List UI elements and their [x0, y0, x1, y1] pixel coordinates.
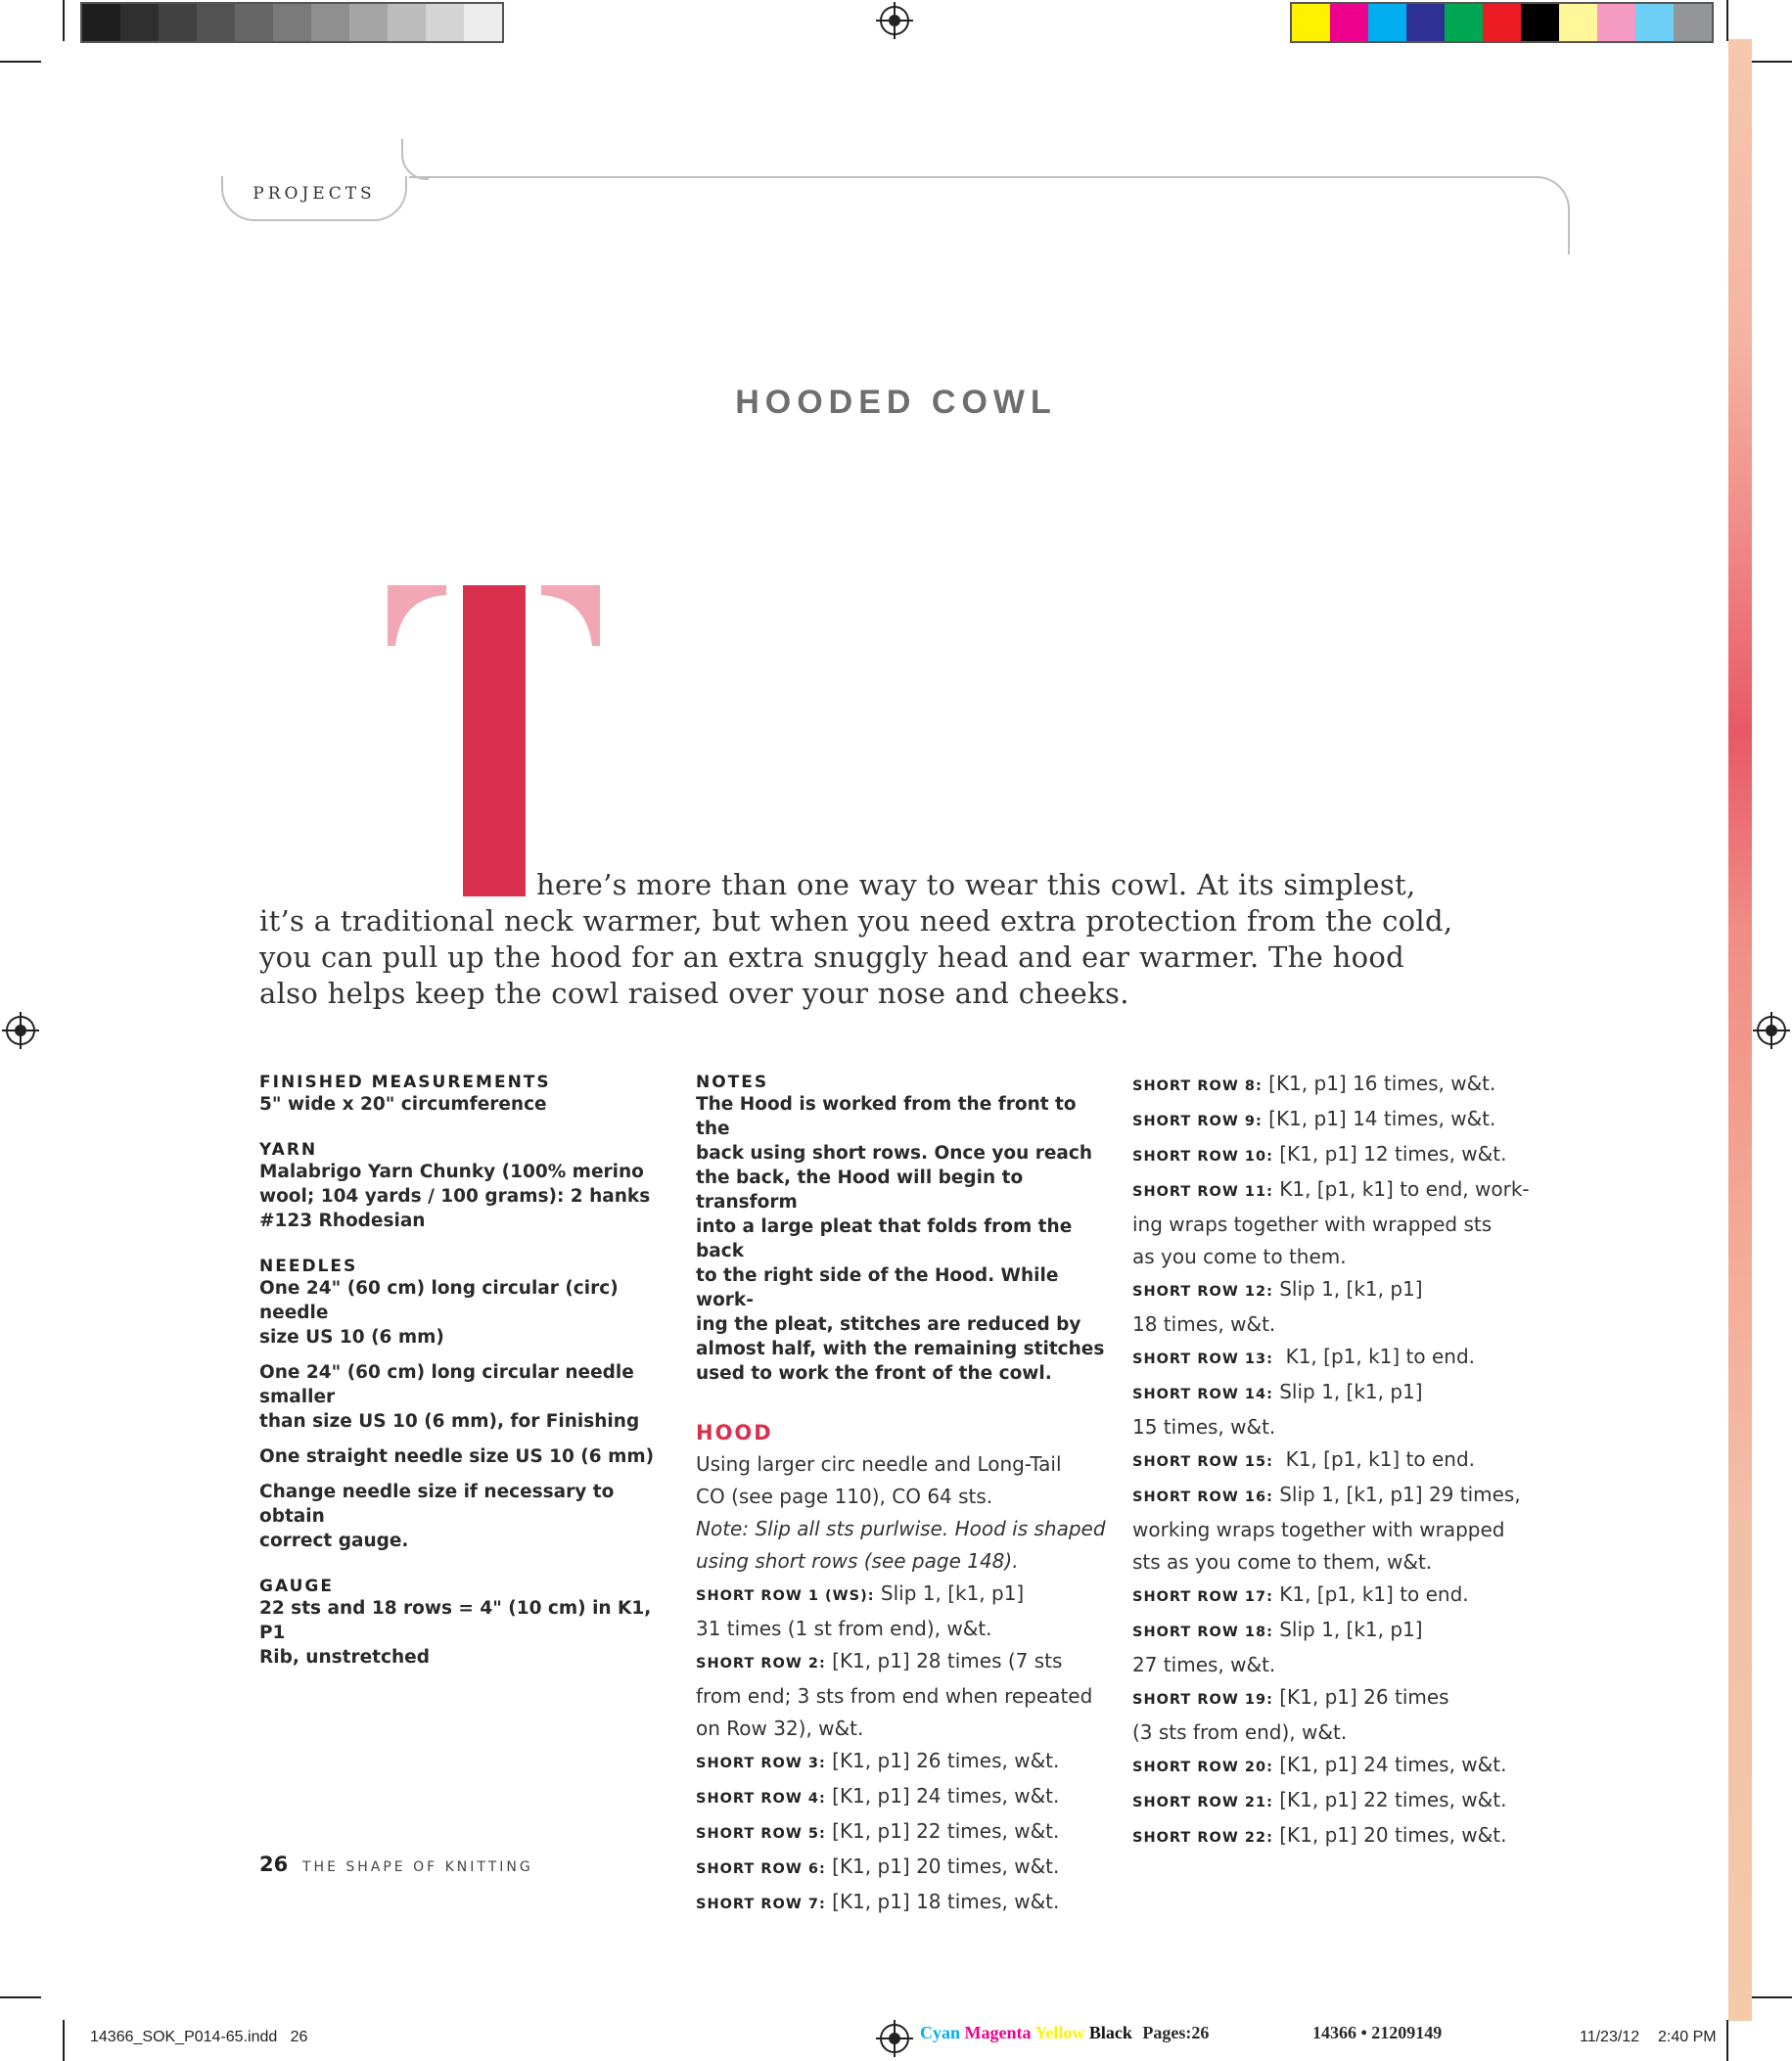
gauge-line: 22 sts and 18 rows = 4" (10 cm) in K1, P1	[259, 1598, 652, 1643]
instruction-text: K1, [p1, k1] to end.	[1279, 1582, 1469, 1606]
instruction-line	[696, 1680, 1107, 1713]
instruction-text: Slip 1, [k1, p1] 29 times,	[1279, 1483, 1521, 1506]
short-row-line	[1132, 1819, 1543, 1855]
slug-filename: 14366_SOK_P014-65.indd 26	[90, 2029, 308, 2045]
instruction-text: [K1, p1] 26 times	[1279, 1685, 1449, 1709]
short-row-label: SHORT ROW 4:	[696, 1791, 826, 1807]
short-row-line	[1132, 1068, 1543, 1103]
grayscale-swatch	[426, 4, 464, 41]
instructions-column	[1132, 1068, 1543, 1855]
grayscale-swatch	[82, 4, 120, 41]
instruction-text: ing wraps together with wrapped sts	[1132, 1213, 1493, 1236]
needle-line: One straight needle size US 10 (6 mm)	[259, 1446, 655, 1467]
instruction-text: [K1, p1] 18 times, w&t.	[832, 1890, 1060, 1913]
plate-yellow: Yellow	[1034, 2023, 1085, 2042]
short-row-label: SHORT ROW 2:	[696, 1656, 826, 1672]
color-bar	[1290, 2, 1714, 43]
short-row-label: SHORT ROW 22:	[1132, 1830, 1273, 1846]
short-row-line	[696, 1645, 1107, 1680]
short-row-label: SHORT ROW 6:	[696, 1861, 826, 1877]
instruction-text: from end; 3 sts from end when repeated	[696, 1684, 1093, 1708]
crop-mark	[1751, 61, 1792, 63]
instruction-text: K1, [p1, k1] to end.	[1279, 1447, 1476, 1471]
short-row-label: SHORT ROW 15:	[1132, 1454, 1273, 1470]
notes-line: back using short rows. Once you reach	[696, 1143, 1093, 1164]
intro-line: also helps keep the cowl raised over your nose and cheeks.	[259, 977, 1129, 1010]
color-swatch	[1674, 4, 1712, 41]
registration-mark-icon	[6, 1016, 35, 1045]
short-row-label: SHORT ROW 10:	[1132, 1149, 1273, 1165]
needle-line: correct gauge.	[259, 1531, 409, 1551]
short-row-line	[696, 1578, 1107, 1613]
grayscale-swatch	[159, 4, 197, 41]
instruction-line	[696, 1448, 1107, 1481]
instruction-text: [K1, p1] 22 times, w&t.	[1279, 1788, 1507, 1811]
color-swatch	[1368, 4, 1406, 41]
needle-line: One 24" (60 cm) long circular (circ) needle	[259, 1278, 619, 1323]
grayscale-swatch	[349, 4, 388, 41]
drop-cap-serif-right	[541, 585, 600, 646]
instruction-text: Slip 1, [k1, p1]	[880, 1581, 1025, 1605]
instruction-text: Note: Slip all sts purlwise. Hood is shaped	[696, 1517, 1106, 1540]
instruction-line	[696, 1613, 1107, 1645]
gauge-line: Rib, unstretched	[259, 1647, 430, 1668]
page-title: HOODED COWL	[735, 384, 1057, 421]
plate-black: Black	[1088, 2023, 1132, 2042]
section-heading: GAUGE	[259, 1577, 334, 1596]
intro-line: you can pull up the hood for an extra snuggly head and ear warmer. The hood	[259, 940, 1404, 974]
slug-date: 11/23/12	[1580, 2029, 1640, 2045]
color-swatch	[1292, 4, 1330, 41]
slug-pages: Pages:26	[1142, 2023, 1210, 2042]
color-swatch	[1406, 4, 1445, 41]
registration-mark-icon	[880, 2024, 909, 2053]
section-heading: YARN	[259, 1140, 318, 1160]
short-row-label: SHORT ROW 17:	[1132, 1589, 1273, 1605]
notes-line: to the right side of the Hood. While work-	[696, 1265, 1059, 1310]
slug-time: 2:40 PM	[1658, 2029, 1717, 2045]
short-row-line	[696, 1780, 1107, 1815]
color-swatch	[1483, 4, 1521, 41]
intro-line: it’s a traditional neck warmer, but when you need extra protection from the cold,	[259, 904, 1453, 938]
crop-mark	[1726, 0, 1728, 41]
notes-line: ing the pleat, stitches are reduced by	[696, 1314, 1081, 1335]
instruction-text: 15 times, w&t.	[1132, 1415, 1276, 1439]
crop-mark	[0, 1996, 41, 1998]
short-row-label: SHORT ROW 1 (WS):	[696, 1588, 875, 1604]
instruction-line	[1132, 1209, 1543, 1241]
instruction-line	[1132, 1241, 1543, 1273]
notes-column	[696, 1073, 1107, 1921]
instruction-line	[1132, 1649, 1543, 1681]
instruction-text: [K1, p1] 12 times, w&t.	[1279, 1142, 1507, 1166]
needle-line: One 24" (60 cm) long circular needle smaller	[259, 1362, 634, 1407]
instruction-text: [K1, p1] 14 times, w&t.	[1268, 1107, 1496, 1130]
notes-line: almost half, with the remaining stitches	[696, 1339, 1105, 1359]
instruction-text: Using larger circ needle and Long-Tail	[696, 1452, 1062, 1476]
grayscale-swatch	[120, 4, 159, 41]
hood-heading: HOOD	[696, 1421, 773, 1444]
color-swatch	[1330, 4, 1368, 41]
grayscale-swatch	[197, 4, 235, 41]
crop-mark	[0, 61, 41, 63]
short-row-line	[1132, 1273, 1543, 1308]
color-swatch	[1445, 4, 1483, 41]
instruction-text: [K1, p1] 16 times, w&t.	[1268, 1072, 1496, 1095]
instruction-text: (3 sts from end), w&t.	[1132, 1720, 1348, 1744]
notes-line: into a large pleat that folds from the back	[696, 1216, 1073, 1261]
materials-column	[259, 1073, 670, 1670]
needle-line: Change needle size if necessary to obtain	[259, 1482, 615, 1527]
instruction-line	[1132, 1546, 1543, 1579]
slug-job-number: 14366 • 21209149	[1312, 2023, 1443, 2042]
instruction-text: sts as you come to them, w&t.	[1132, 1550, 1433, 1574]
needle-line: than size US 10 (6 mm), for Finishing	[259, 1411, 640, 1432]
instruction-text: 31 times (1 st from end), w&t.	[696, 1617, 992, 1640]
yarn-line: wool; 104 yards / 100 grams): 2 hanks	[259, 1186, 651, 1207]
short-row-label: SHORT ROW 21:	[1132, 1795, 1273, 1810]
short-row-line	[1132, 1443, 1543, 1479]
grayscale-bar	[80, 2, 504, 43]
color-swatch	[1597, 4, 1635, 41]
short-row-label: SHORT ROW 11:	[1132, 1184, 1273, 1200]
notes-line: The Hood is worked from the front to the	[696, 1094, 1077, 1139]
short-row-label: SHORT ROW 8:	[1132, 1078, 1263, 1094]
instruction-text: 18 times, w&t.	[1132, 1312, 1276, 1336]
bleed-image-edge	[1728, 39, 1752, 2021]
short-row-label: SHORT ROW 19:	[1132, 1692, 1273, 1708]
registration-mark-icon	[1757, 1016, 1786, 1045]
grayscale-swatch	[235, 4, 273, 41]
instruction-line	[1132, 1514, 1543, 1546]
instruction-line	[696, 1513, 1107, 1545]
grayscale-swatch	[273, 4, 311, 41]
needle-line: size US 10 (6 mm)	[259, 1327, 444, 1348]
short-row-line	[1132, 1103, 1543, 1138]
instruction-text: [K1, p1] 24 times, w&t.	[832, 1784, 1060, 1808]
instruction-text: [K1, p1] 28 times (7 sts	[832, 1649, 1063, 1672]
grayscale-swatch	[388, 4, 426, 41]
color-swatch	[1635, 4, 1674, 41]
short-row-line	[1132, 1681, 1543, 1717]
crop-mark	[1751, 1996, 1792, 1998]
color-swatch	[1521, 4, 1559, 41]
running-footer: THE SHAPE OF KNITTING	[302, 1859, 533, 1875]
section-heading: NOTES	[696, 1073, 769, 1092]
instruction-line	[1132, 1411, 1543, 1443]
short-row-label: SHORT ROW 14:	[1132, 1387, 1273, 1402]
color-swatch	[1559, 4, 1597, 41]
notes-line: the back, the Hood will begin to transform	[696, 1168, 1024, 1213]
instruction-text: [K1, p1] 24 times, w&t.	[1279, 1753, 1507, 1776]
short-row-label: SHORT ROW 9:	[1132, 1114, 1263, 1129]
slug-plates	[920, 2023, 1209, 2043]
instruction-text: Slip 1, [k1, p1]	[1279, 1277, 1423, 1301]
short-row-line	[1132, 1138, 1543, 1173]
instruction-line	[696, 1481, 1107, 1513]
short-row-label: SHORT ROW 5:	[696, 1826, 826, 1842]
measurement-text: 5" wide x 20" circumference	[259, 1094, 547, 1115]
drop-cap-letter	[463, 585, 526, 896]
instruction-text: [K1, p1] 20 times, w&t.	[1279, 1823, 1507, 1847]
grayscale-swatch	[311, 4, 349, 41]
grayscale-swatch	[464, 4, 502, 41]
instruction-text: [K1, p1] 20 times, w&t.	[832, 1855, 1060, 1878]
instruction-text: working wraps together with wrapped	[1132, 1518, 1505, 1541]
instruction-text: using short rows (see page 148).	[696, 1549, 1019, 1573]
short-row-line	[1132, 1749, 1543, 1784]
short-row-line	[1132, 1173, 1543, 1209]
instruction-text: on Row 32), w&t.	[696, 1717, 864, 1740]
short-row-line	[1132, 1579, 1543, 1614]
page-number: 26	[259, 1853, 289, 1876]
instruction-line	[696, 1545, 1107, 1578]
crop-mark	[1726, 2020, 1728, 2061]
short-row-label: SHORT ROW 20:	[1132, 1760, 1273, 1775]
section-rule	[409, 176, 1570, 254]
instruction-text: [K1, p1] 26 times, w&t.	[832, 1749, 1060, 1772]
short-row-line	[1132, 1479, 1543, 1514]
short-row-line	[1132, 1341, 1543, 1376]
short-row-line	[696, 1745, 1107, 1780]
short-row-label: SHORT ROW 16:	[1132, 1489, 1273, 1505]
short-row-label: SHORT ROW 18:	[1132, 1625, 1273, 1640]
registration-mark-icon	[880, 6, 909, 35]
short-row-line	[696, 1886, 1107, 1921]
intro-line: here’s more than one way to wear this cowl. At its simplest,	[536, 868, 1416, 901]
instruction-text: [K1, p1] 22 times, w&t.	[832, 1819, 1060, 1843]
instruction-text: as you come to them.	[1132, 1245, 1347, 1268]
instruction-line	[1132, 1308, 1543, 1341]
short-row-line	[1132, 1784, 1543, 1819]
section-heading: NEEDLES	[259, 1257, 358, 1276]
yarn-line: #123 Rhodesian	[259, 1211, 426, 1231]
short-row-label: SHORT ROW 13:	[1132, 1351, 1273, 1367]
short-row-label: SHORT ROW 3:	[696, 1756, 826, 1771]
instruction-text: K1, [p1, k1] to end, work-	[1279, 1177, 1530, 1201]
section-heading: FINISHED MEASUREMENTS	[259, 1073, 551, 1092]
short-row-label: SHORT ROW 12:	[1132, 1284, 1273, 1300]
instruction-text: K1, [p1, k1] to end.	[1279, 1345, 1476, 1368]
notes-line: used to work the front of the cowl.	[696, 1363, 1052, 1384]
short-row-line	[696, 1851, 1107, 1886]
plate-magenta: Magenta	[964, 2023, 1032, 2042]
crop-mark	[63, 2020, 65, 2061]
crop-mark	[63, 0, 65, 41]
yarn-line: Malabrigo Yarn Chunky (100% merino	[259, 1162, 644, 1182]
instruction-line	[696, 1713, 1107, 1745]
short-row-line	[1132, 1376, 1543, 1411]
instruction-text: CO (see page 110), CO 64 sts.	[696, 1485, 993, 1508]
instruction-text: Slip 1, [k1, p1]	[1279, 1618, 1423, 1641]
drop-cap-serif-left	[388, 585, 446, 646]
instruction-text: 27 times, w&t.	[1132, 1653, 1276, 1676]
short-row-line	[696, 1815, 1107, 1851]
section-tab-label: PROJECTS	[253, 184, 376, 204]
plate-cyan: Cyan	[920, 2023, 961, 2042]
short-row-label: SHORT ROW 7:	[696, 1897, 826, 1912]
short-row-line	[1132, 1614, 1543, 1649]
instruction-line	[1132, 1717, 1543, 1749]
instruction-text: Slip 1, [k1, p1]	[1279, 1380, 1423, 1403]
